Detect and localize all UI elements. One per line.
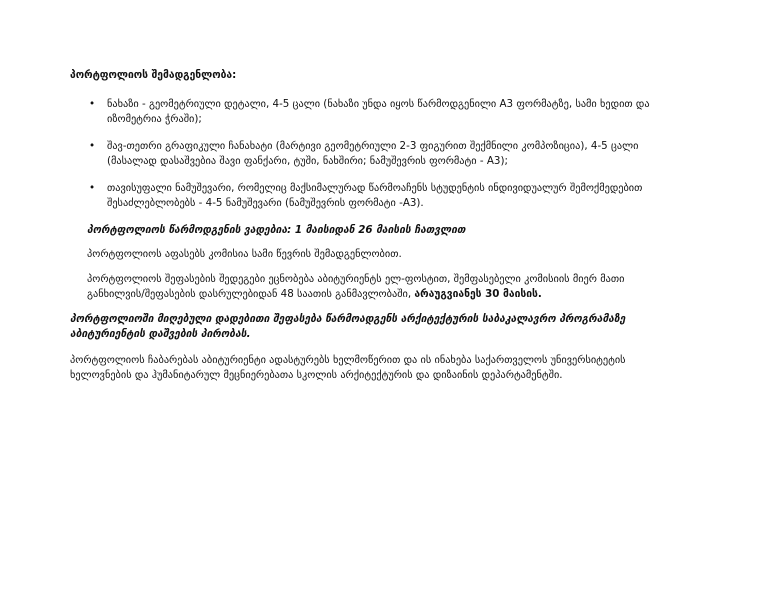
bullet-icon: • bbox=[89, 97, 96, 110]
results-deadline: არაუგვიანეს 30 მაისის. bbox=[414, 288, 542, 300]
results-paragraph bbox=[87, 272, 680, 303]
list-item-text: ნახაზი - გეომეტრიული დეტალი, 4-5 ცალი (ნახაზი უნდა იყოს წარმოდგენილი A3 ფორმატზე, სამი ხედით და იზომეტრია ჭრაში); bbox=[107, 97, 650, 125]
admission-condition: პორტფოლიოში მიღებული დადებითი შეფასება წარმოადგენს არქიტექტურის საბაკალავრო პროგრამაზე აბიტურიენტის დაშვების პირობას. bbox=[70, 312, 626, 340]
list-item bbox=[70, 97, 680, 128]
list-item bbox=[70, 181, 680, 212]
submission-text: პორტფოლიოს ჩაბარებას აბიტურიენტი ადასტურებს ხელმოწერით და ის ინახება საქართველოს უნივერსიტეტის ხელოვნების და ჰუმანიტარულ მეცნიერებათა სკოლის არქიტექტურის და დიზაინის დეპარტამენტში. bbox=[70, 353, 626, 381]
list-item bbox=[70, 139, 680, 170]
results-text: პორტფოლიოს შეფასების შედეგები ეცნობება აბიტურიენტს ელ-ფოსტით, შემფასებელი კომისიის მიერ მათი განხილვის/შეფასების დასრულებიდან 48 საათის განმავლობაში, bbox=[87, 272, 625, 300]
list-item-text: შავ-თეთრი გრაფიკული ჩანახატი (მარტივი გეომეტრიული 2-3 ფიგურით შექმნილი კომპოზიცია), 4-5 ცალი (მასალად დასაშვებია შავი ფანქარი, ტუში, ნახშირი; ნამუშევრის ფორმატი - A3); bbox=[107, 139, 639, 167]
deadline-text: პორტფოლიოს წარმოდგენის ვადებია: 1 მაისიდან 26 მაისის ჩათვლით bbox=[87, 223, 466, 236]
portfolio-heading: პორტფოლიოს შემადგენლობა: bbox=[70, 69, 237, 81]
document-body bbox=[70, 68, 680, 394]
bullet-icon: • bbox=[89, 139, 96, 152]
portfolio-items-list bbox=[70, 97, 680, 212]
bullet-icon: • bbox=[89, 181, 96, 194]
list-item-text: თავისუფალი ნამუშევარი, რომელიც მაქსიმალურად წარმოაჩენს სტუდენტის ინდივიდუალურ შემოქმედებით შესაძლებლობებს - 4-5 ნამუშევარი (ნამუშევრის ფორმატი -A3). bbox=[107, 181, 643, 209]
review-text: პორტფოლიოს აფასებს კომისია სამი წევრის შემადგენლობით. bbox=[87, 248, 402, 260]
